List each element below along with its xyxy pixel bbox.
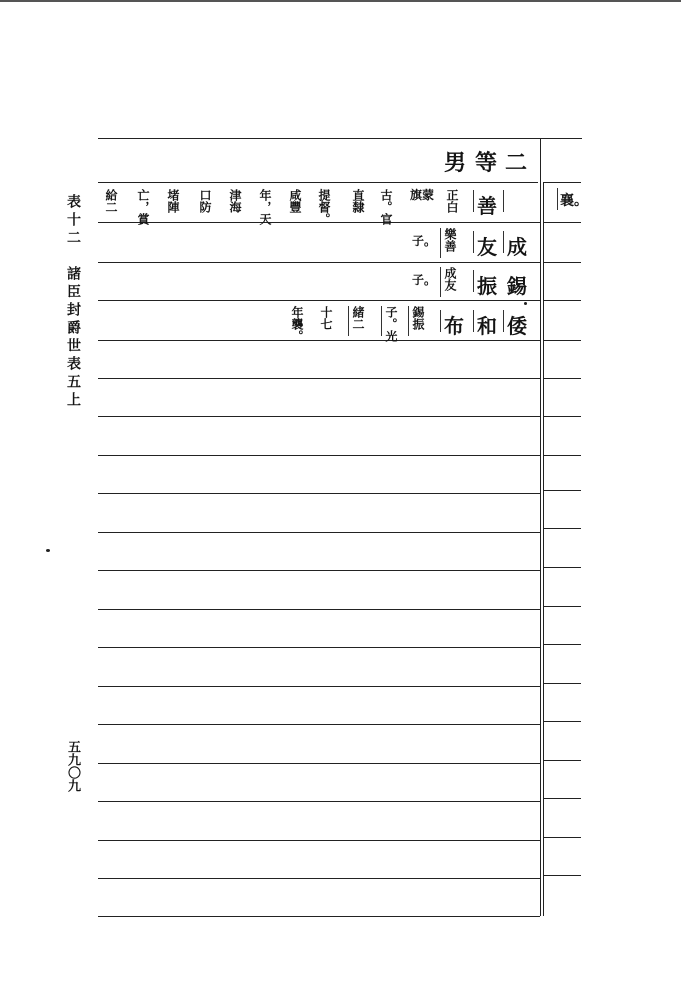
cell-text: 亡，賞 xyxy=(136,189,150,225)
cell-text: 緒二 xyxy=(351,306,365,330)
rank-char-2: 等 xyxy=(475,150,498,176)
cell-text: 樂善 xyxy=(443,228,457,252)
cell-text: 正白 xyxy=(445,189,459,213)
person-name: 錫 xyxy=(507,274,527,298)
cell-text: 咸豐 xyxy=(288,189,302,213)
right-column-note: 襄。 xyxy=(560,193,588,209)
person-name: 倭 xyxy=(507,314,527,338)
cell-text: 年襲。 xyxy=(290,306,304,342)
cell-text: 子。 xyxy=(412,234,437,248)
cell-text: 直隸 xyxy=(351,189,365,213)
person-name: 成 xyxy=(507,235,527,259)
rank-char-1: 二 xyxy=(505,150,528,176)
person-name-char-3: 布 xyxy=(444,314,464,338)
cell-text: 錫振 xyxy=(411,306,425,330)
person-name-char-2: 振 xyxy=(477,274,497,298)
page-top-border xyxy=(0,0,681,2)
cell-text: 津海 xyxy=(228,189,242,213)
cell-text: 旗蒙 xyxy=(410,188,435,202)
cell-text: 子。 xyxy=(412,273,437,287)
print-speck xyxy=(46,549,50,552)
person-name-char-2: 和 xyxy=(477,314,497,338)
person-name-char-2: 友 xyxy=(477,235,497,259)
cell-text: 提督。 xyxy=(317,189,331,225)
person-name-char-2: 善 xyxy=(477,194,497,218)
cell-text: 堵陣 xyxy=(166,189,180,213)
cell-text: 古。官 xyxy=(379,189,393,225)
cell-text: 年，天 xyxy=(258,189,272,225)
rank-char-3: 男 xyxy=(444,150,467,176)
cell-text: 子。光 xyxy=(384,306,398,342)
cell-text: 給二 xyxy=(104,189,118,213)
page-number: 五九〇九 xyxy=(65,740,80,792)
cell-text: 十七 xyxy=(319,306,333,330)
cell-text: 成友 xyxy=(443,267,457,291)
cell-text: 口防 xyxy=(198,189,212,213)
table-side-title: 表十二 諸臣封爵世表五上 xyxy=(65,194,81,410)
